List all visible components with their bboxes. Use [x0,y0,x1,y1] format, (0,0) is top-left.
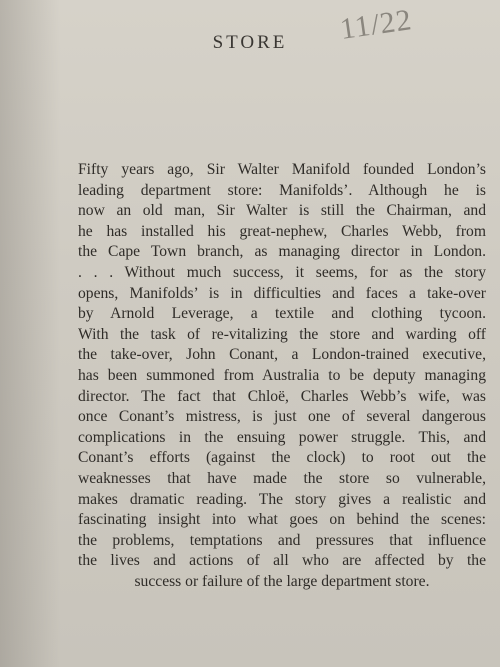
blurb-line: the lives and actions of all who are affected by the [78,552,486,570]
blurb-line: the problems, temptations and pressures that influence [78,531,486,549]
blurb-line: With the task of re-vitalizing the store and warding off [78,325,486,343]
page-fold-shadow [0,0,60,667]
book-title: STORE [212,32,288,53]
blurb-line: Fifty years ago, Sir Walter Manifold founded London’s [78,161,486,178]
blurb-line: opens, Manifolds’ is in difficulties and faces a take-over [78,284,486,302]
blurb-line: success or failure of the large department store. [134,572,430,590]
blurb-line: once Conant’s mistress, is just one of several dangerous [78,408,486,426]
blurb-line: by Arnold Leverage, a textile and clothing tycoon. [78,305,486,323]
blurb-line: now an old man, Sir Walter is still the Chairman, and [78,202,486,220]
blurb-line: he has installed his great-nephew, Charles Webb, from [78,222,486,240]
blurb-line: fascinating insight into what goes on behind the scenes: [78,511,486,529]
blurb-line: complications in the ensuing power struggle. This, and [78,428,486,446]
blurb-line: director. The fact that Chloë, Charles Webb’s wife, was [78,387,486,405]
blurb-line: makes dramatic reading. The story gives a realistic and [78,490,486,508]
blurb-line: the take-over, John Conant, a London-trained executive, [78,346,486,364]
blurb-line: has been summoned from Australia to be deputy managing [78,366,486,384]
blurb-line: weaknesses that have made the store so vulnerable, [78,469,486,487]
handwritten-note: 11/22 [337,3,415,46]
blurb-line: leading department store: Manifolds’. Although he is [78,181,486,199]
blurb-line: Conant’s efforts (against the clock) to root out the [78,449,486,467]
blurb-line: the Cape Town branch, as managing director in London. [78,243,486,261]
blurb-text [78,160,486,592]
blurb-line: . . . Without much success, it seems, for as the story [78,263,486,281]
